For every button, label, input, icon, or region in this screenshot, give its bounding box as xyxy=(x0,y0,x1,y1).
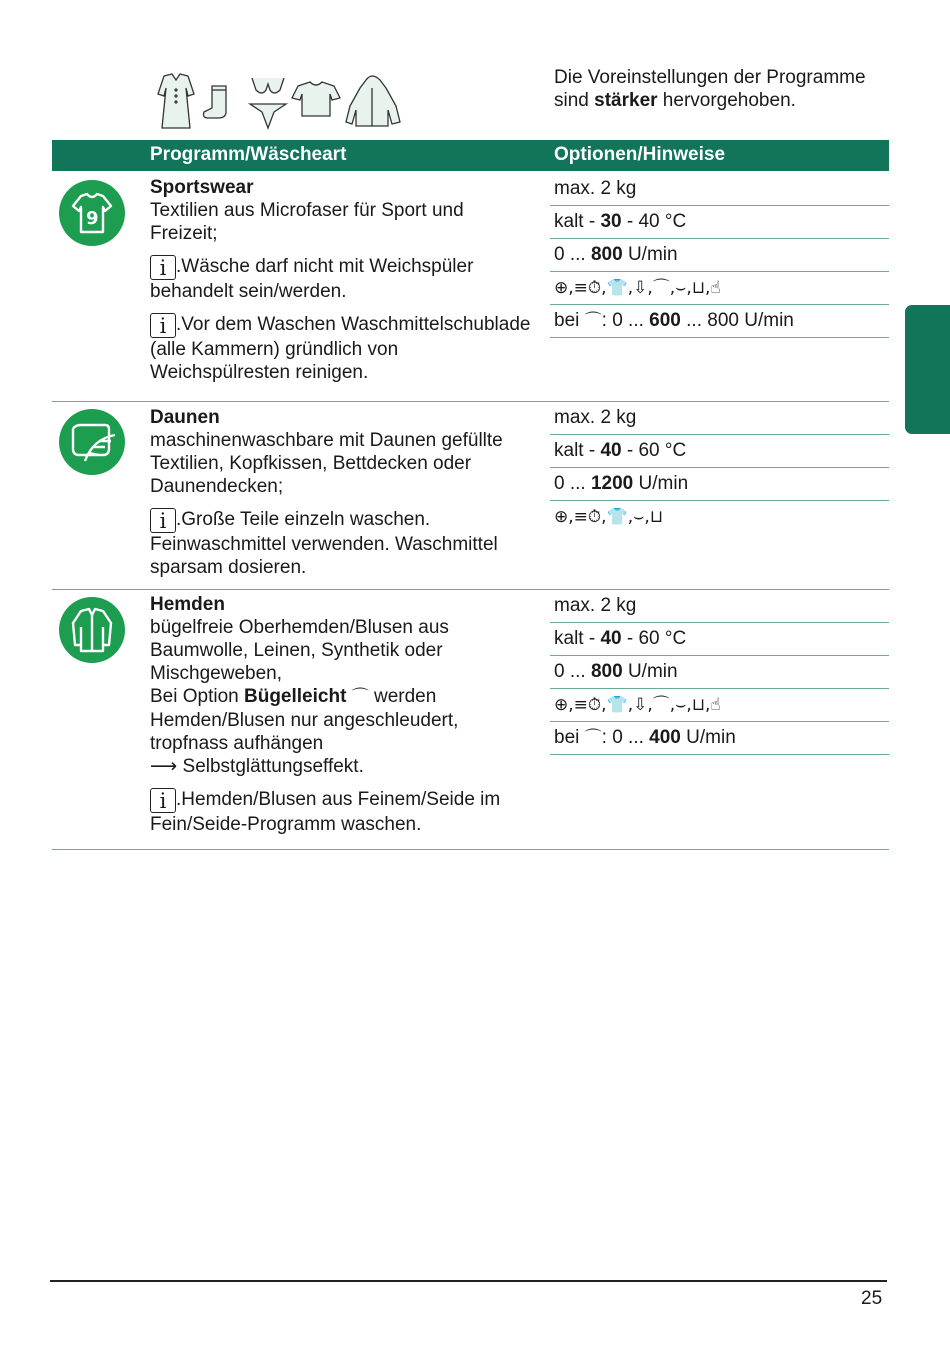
iron-icon: ⌒ xyxy=(584,728,602,748)
options-hemden xyxy=(550,591,889,756)
row-divider xyxy=(52,589,889,590)
program-title: Daunen xyxy=(150,407,220,428)
program-title: Sportswear xyxy=(150,177,254,198)
program-note: i .Vor dem Waschen Waschmittelschublade (alle Kammern) gründlich von Weichspülresten reinigen. xyxy=(150,314,531,383)
jacket-icon xyxy=(346,76,400,126)
program-sportswear xyxy=(150,176,535,384)
row-divider xyxy=(52,849,889,850)
option-spin: 0 ... 800 U/min xyxy=(550,657,889,689)
footer-rule xyxy=(50,1280,887,1282)
option-load: max. 2 kg xyxy=(550,591,889,623)
info-icon: i xyxy=(150,508,176,533)
program-description: maschinenwaschbare mit Daunen gefüllte Textilien, Kopfkissen, Bettdecken oder Daunendecken; xyxy=(150,430,503,497)
column-header-options: Optionen/Hinweise xyxy=(554,144,726,165)
iron-icon: ⌒ xyxy=(351,687,369,707)
tshirt-icon xyxy=(292,82,340,116)
arrow-right-icon: ⟶ xyxy=(150,755,178,777)
option-temperature: kalt - 40 - 60 °C xyxy=(550,436,889,468)
intro-note: Die Voreinstellungen der Programme sind stärker hervorgehoben. xyxy=(554,67,866,111)
program-title: Hemden xyxy=(150,594,225,615)
row-divider xyxy=(52,401,889,402)
shirt-icon xyxy=(59,597,125,663)
program-daunen xyxy=(150,406,535,579)
program-hemden xyxy=(150,593,535,836)
option-spin: 0 ... 1200 U/min xyxy=(550,469,889,501)
dress-icon xyxy=(158,74,194,128)
program-note: i .Große Teile einzeln waschen. Feinwaschmittel verwenden. Waschmittel sparsam dosieren. xyxy=(150,509,498,578)
info-icon: i xyxy=(150,788,176,813)
down-feather-icon xyxy=(59,409,125,475)
program-note: i .Wäsche darf nicht mit Weichspüler behandelt sein/werden. xyxy=(150,256,474,302)
table-header xyxy=(52,140,889,171)
sock-icon xyxy=(204,86,227,118)
program-note: i .Hemden/Blusen aus Feinem/Seide im Fein/Seide-Programm waschen. xyxy=(150,789,501,835)
option-load: max. 2 kg xyxy=(550,403,889,435)
option-symbols-icons: ⊕,≡⏱,👕,⌣,⊔ xyxy=(554,507,663,527)
option-spin: 0 ... 800 U/min xyxy=(550,240,889,272)
lingerie-icon xyxy=(250,78,286,128)
program-description: Textilien aus Microfaser für Sport und Freizeit; xyxy=(150,200,464,244)
option-iron-spin: bei ⌒: 0 ... 600 ... 800 U/min xyxy=(550,306,889,338)
svg-text:9: 9 xyxy=(86,208,99,229)
options-sportswear xyxy=(550,174,889,339)
options-daunen xyxy=(550,403,889,535)
program-description-iron: Bei Option Bügelleicht ⌒ werden Hemden/Blusen nur angeschleudert, tropfnass aufhängen xyxy=(150,686,459,754)
option-iron-spin: bei ⌒: 0 ... 400 U/min xyxy=(550,723,889,755)
info-icon: i xyxy=(150,313,176,338)
option-temperature: kalt - 30 - 40 °C xyxy=(550,207,889,239)
option-load: max. 2 kg xyxy=(550,174,889,206)
clothing-icons xyxy=(150,70,410,134)
info-icon: i xyxy=(150,255,176,280)
column-header-program: Programm/Wäscheart xyxy=(150,144,347,165)
program-description: bügelfreie Oberhemden/Blusen aus Baumwolle, Leinen, Synthetik oder Mischgeweben, xyxy=(150,617,449,684)
option-symbols xyxy=(550,273,889,305)
option-temperature: kalt - 40 - 60 °C xyxy=(550,624,889,656)
sportswear-icon xyxy=(59,180,125,246)
option-symbols-icons: ⊕,≡⏱,👕,⇩,⌒,⌣,⊔,☝ xyxy=(554,695,721,715)
chapter-tab xyxy=(905,305,950,434)
option-symbols xyxy=(550,690,889,722)
page-number: 25 xyxy=(861,1288,883,1309)
iron-icon: ⌒ xyxy=(584,311,602,331)
option-symbols xyxy=(550,502,889,534)
program-effect: ⟶ Selbstglättungseffekt. xyxy=(150,755,364,777)
option-symbols-icons: ⊕,≡⏱,👕,⇩,⌒,⌣,⊔,☝ xyxy=(554,278,721,298)
